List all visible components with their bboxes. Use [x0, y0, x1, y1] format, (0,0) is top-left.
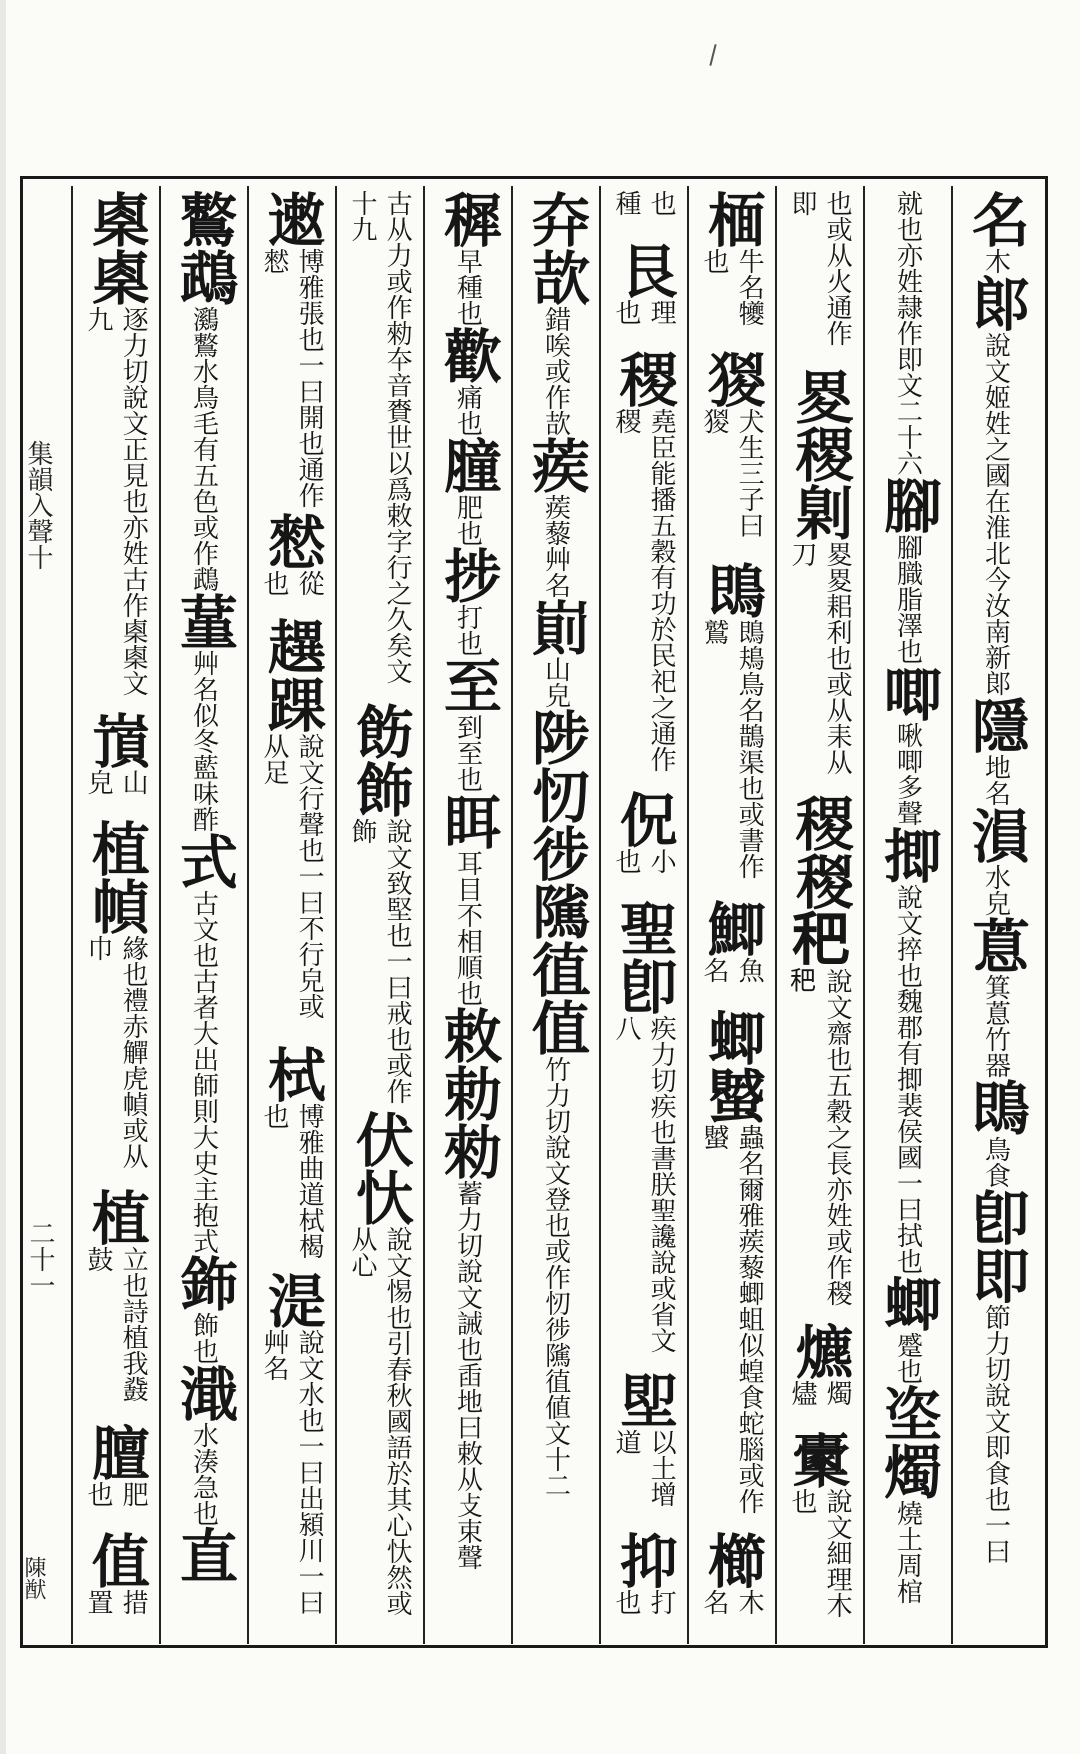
head-character: 溳 — [961, 806, 1030, 864]
annotation-text: 說文姬姓之國在淮北今汝南新郞 — [980, 332, 1011, 696]
head-character: 遫 — [257, 190, 326, 248]
text-column-1 — [952, 190, 1038, 1640]
head-character: 堲 — [609, 1371, 678, 1430]
head-character: 燭 — [873, 1442, 942, 1500]
annotation-text: 鸂鷘水鳥毛有五色或作鵡 — [188, 306, 219, 592]
head-character: 唧 — [873, 664, 942, 722]
head-character: 鷘 — [169, 190, 238, 248]
head-character: 蒠 — [961, 916, 1030, 974]
annotation-text: 蒺藜艸名 — [540, 494, 571, 598]
annotation-text: 理也 — [611, 298, 677, 325]
head-character: 捗 — [433, 546, 502, 604]
head-character: 值 — [81, 1531, 150, 1590]
head-character: 㮚 — [81, 190, 150, 248]
head-character: 鵖 — [961, 1078, 1030, 1136]
margin-seal: 陳猷 — [21, 1556, 46, 1600]
text-column-4 — [688, 190, 774, 1640]
annotation-text: 堯臣能播五穀有功於民祀之通作稷 — [611, 407, 677, 772]
head-character: 至 — [433, 656, 502, 714]
head-character: 膧 — [433, 436, 502, 494]
head-character: 郞 — [961, 274, 1030, 332]
annotation-text: 啾唧多聲 — [892, 722, 923, 826]
head-character: 蓳 — [169, 592, 238, 650]
annotation-text: 打也 — [452, 604, 483, 656]
annotation-text: 也或从火通作即 — [787, 190, 853, 346]
annotation-text: 魚名 — [699, 956, 765, 983]
head-character: 隲 — [521, 882, 590, 940]
head-character: 聖 — [609, 898, 678, 957]
annotation-text: 犬生三子曰猣 — [699, 407, 765, 538]
margin-page-number: 二十一 — [25, 1220, 55, 1298]
head-character: 卽 — [961, 1188, 1030, 1246]
annotation-text: 古从力或作勑夲音賚世以爲敕字行之久矣文十九 — [347, 190, 413, 684]
head-character: 忕 — [345, 1167, 414, 1226]
head-character: 嵿 — [81, 710, 150, 769]
column-rule — [159, 186, 161, 1644]
annotation-text: 博雅張也一曰開也通作憖 — [259, 248, 325, 508]
annotation-text: 疾力切疾也書朕聖讒說或省文八 — [611, 1014, 677, 1353]
head-character: 艮 — [609, 240, 678, 299]
annotation-text: 牛名犪也 — [699, 248, 765, 326]
annotation-text: 說文致堅也一曰戒也或作飾 — [347, 817, 413, 1104]
annotation-text: 蓄力切說文誡也臿地曰敕从攴束聲 — [452, 1180, 483, 1570]
annotation-text: 肥也 — [452, 494, 483, 546]
column-rule — [599, 186, 601, 1644]
annotation-text: 鵖鳺鳥名鵲渠也或書作鷲 — [699, 618, 765, 879]
annotation-text: 到至也 — [452, 714, 483, 792]
text-column-10 — [160, 190, 246, 1640]
head-character: 勑 — [433, 1122, 502, 1180]
column-rule — [775, 186, 777, 1644]
annotation-text: 說文行聲也一曰不行皃或从足 — [259, 733, 325, 1020]
text-column-3 — [776, 190, 862, 1640]
annotation-text: 說文齋也五穀之長亦姓或作稯𥝧 — [787, 967, 853, 1306]
annotation-text: 畟畟耜利也或从耒从刀 — [787, 540, 853, 775]
page-gutter — [0, 0, 6, 1754]
head-character: 鯽 — [697, 898, 766, 957]
head-character: 栻 — [257, 1044, 326, 1103]
margin-title: 集韻入聲十 — [23, 440, 53, 570]
head-character: 湜 — [257, 1270, 326, 1329]
text-column-8 — [336, 190, 422, 1640]
head-character: 直 — [169, 1526, 238, 1584]
head-character: 勅 — [433, 1064, 502, 1122]
annotation-text: 蟲名爾雅蒺藜蝍蛆似蝗食蛇腦或作蠈 — [699, 1123, 765, 1514]
annotation-text: 也種 — [611, 190, 677, 216]
head-character: 徝 — [521, 940, 590, 998]
text-column-2 — [864, 190, 950, 1640]
annotation-text: 立也詩植我鼗鼓 — [83, 1245, 149, 1402]
head-character: 蠈 — [697, 1065, 766, 1124]
column-rule — [247, 186, 249, 1644]
head-character: 畟 — [785, 366, 854, 425]
head-character: 伏 — [345, 1109, 414, 1168]
head-character: 抑 — [609, 1531, 678, 1590]
annotation-text: 鳥食 — [980, 1136, 1011, 1188]
head-character: 稯 — [785, 851, 854, 910]
head-character: 穉 — [433, 190, 502, 248]
annotation-text: 措置 — [83, 1589, 149, 1616]
annotation-text: 飾也 — [188, 1312, 219, 1364]
head-character: 櫛 — [697, 1531, 766, 1590]
head-character: 蝍 — [873, 1274, 942, 1332]
head-character: 腳 — [873, 476, 942, 534]
annotation-text: 艸名似冬藍味酢 — [188, 650, 219, 832]
annotation-text: 肥也 — [83, 1480, 149, 1507]
annotation-text: 說文捽也魏郡有揤裴侯國一曰拭也 — [892, 884, 923, 1274]
annotation-text: 節力切說文即食也一曰 — [980, 1304, 1011, 1564]
annotation-text: 竹力切說文登也或作㣼徏隲徝値文十二 — [540, 1056, 571, 1498]
annotation-text: 耳目不相順也 — [452, 850, 483, 1006]
head-character: 𥝧 — [785, 909, 854, 968]
head-character: 蝍 — [697, 1007, 766, 1066]
head-character: 膻 — [81, 1422, 150, 1481]
head-character: 㓷 — [785, 482, 854, 541]
text-column-11 — [72, 190, 158, 1640]
head-character: 值 — [521, 998, 590, 1056]
annotation-text: 就也亦姓隷作即文二十六 — [892, 190, 923, 476]
head-character: 猣 — [697, 349, 766, 408]
head-character: 徏 — [521, 824, 590, 882]
annotation-text: 從也 — [259, 569, 325, 596]
annotation-text: 水湊急也 — [188, 1422, 219, 1526]
annotation-text: 木名 — [699, 1589, 765, 1616]
annotation-text: 地名 — [980, 754, 1011, 806]
annotation-text: 山皃 — [83, 768, 149, 795]
column-rule — [511, 186, 513, 1644]
annotation-text: 錯唉或作欯 — [540, 306, 571, 436]
head-character: 爊 — [785, 1321, 854, 1380]
head-character: 揤 — [873, 826, 942, 884]
head-character: 稷 — [785, 424, 854, 483]
column-rule — [71, 186, 73, 1644]
column-rule — [423, 186, 425, 1644]
annotation-text: 箕蒠竹器 — [980, 974, 1011, 1078]
head-character: 鵖 — [697, 560, 766, 619]
annotation-text: 緣也禮赤觶虎幀或从巾 — [83, 935, 149, 1170]
annotation-text: 痛也 — [452, 384, 483, 436]
annotation-text: 說文惕也引春秋國語於其心忕然或从心 — [347, 1225, 413, 1616]
ink-mark — [709, 44, 716, 66]
annotation-text: 早種也 — [452, 248, 483, 326]
head-character: 𣠔 — [785, 1430, 854, 1489]
head-character: 趩 — [257, 617, 326, 676]
head-character: 植 — [81, 1187, 150, 1246]
text-column-9 — [248, 190, 334, 1640]
head-character: 稷 — [609, 349, 678, 408]
column-rule — [335, 186, 337, 1644]
head-character: 欯 — [521, 248, 590, 306]
annotation-text: 古文也古者大出師則大史主抱式 — [188, 890, 219, 1254]
head-character: 飾 — [345, 759, 414, 818]
head-character: 幀 — [81, 877, 150, 936]
text-column-5 — [600, 190, 686, 1640]
head-character: 蒺 — [521, 436, 590, 494]
annotation-text: 博雅曲道栻楬也 — [259, 1102, 325, 1259]
head-character: 㮚 — [81, 248, 150, 306]
head-character: 鉓 — [169, 1254, 238, 1312]
head-character: 㣼 — [521, 766, 590, 824]
annotation-text: 蹙也 — [892, 1332, 923, 1384]
annotation-text: 腳膱脂澤也 — [892, 534, 923, 664]
column-rule — [951, 186, 953, 1644]
column-rule — [687, 186, 689, 1644]
head-character: 憖 — [257, 511, 326, 570]
annotation-text: 逐力切說文正見也亦姓古作㮚㮚文九 — [83, 306, 149, 696]
head-character: 敕 — [433, 1006, 502, 1064]
head-character: 垐 — [873, 1384, 942, 1442]
head-character: 歡 — [433, 326, 502, 384]
head-character: 隱 — [961, 696, 1030, 754]
head-character: 植 — [81, 819, 150, 878]
annotation-text: 說文水也一曰出潁川一曰艸名 — [259, 1328, 325, 1615]
head-character: 濈 — [169, 1364, 238, 1422]
text-column-6 — [512, 190, 598, 1640]
annotation-text: 水皃 — [980, 864, 1011, 916]
head-character: 即 — [961, 1246, 1030, 1304]
head-character: 㚏 — [521, 190, 590, 248]
head-character: 陟 — [521, 708, 590, 766]
head-character: 鵡 — [169, 248, 238, 306]
annotation-text: 打也 — [611, 1589, 677, 1616]
head-character: 稷 — [785, 793, 854, 852]
head-character: 式 — [169, 832, 238, 890]
head-character: 踝 — [257, 675, 326, 734]
head-character: 卽 — [609, 956, 678, 1015]
text-column-7 — [424, 190, 510, 1640]
annotation-text: 小也 — [611, 847, 677, 874]
annotation-text: 木 — [980, 248, 1011, 274]
head-character: 飭 — [345, 701, 414, 760]
annotation-text: 燭燼 — [787, 1379, 853, 1406]
head-character: 名 — [961, 190, 1030, 248]
column-rule — [863, 186, 865, 1644]
head-character: 崱 — [521, 598, 590, 656]
annotation-text: 燒土周棺 — [892, 1500, 923, 1604]
head-character: 眲 — [433, 792, 502, 850]
annotation-text: 山皃 — [540, 656, 571, 708]
annotation-text: 說文細理木也 — [787, 1488, 853, 1619]
head-character: 㑆 — [609, 789, 678, 848]
annotation-text: 以土增道 — [611, 1429, 677, 1508]
head-character: 㮌 — [697, 190, 766, 248]
